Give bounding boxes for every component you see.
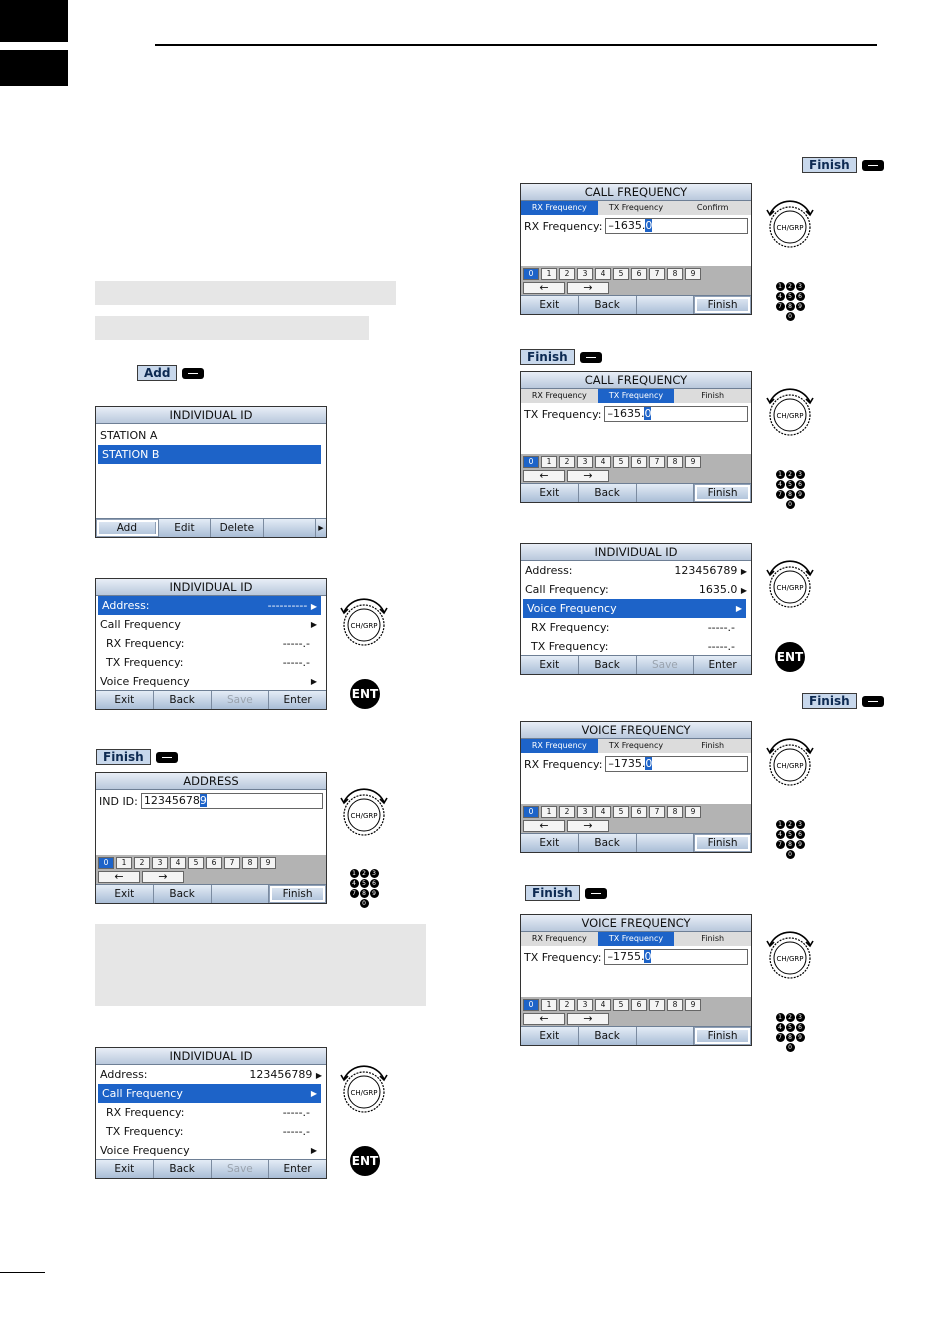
step-confirm: Confirm <box>696 203 729 212</box>
add-button[interactable]: Add <box>96 519 159 537</box>
digit-key[interactable]: 2 <box>559 806 575 818</box>
step-rx: RX Frequency <box>531 934 587 943</box>
digit-key[interactable]: 0 <box>523 806 539 818</box>
left-arrow-key[interactable]: ← <box>523 282 565 294</box>
call-frequency-row[interactable]: Call Frequency ▶ <box>100 618 317 631</box>
rx-frequency-entry: RX Frequency: –1635.0 <box>521 215 751 237</box>
empty-soft-key[interactable] <box>212 885 270 903</box>
empty-soft-key[interactable] <box>264 519 316 537</box>
edit-button[interactable]: Edit <box>159 519 211 537</box>
individual-id-edit-screen-1 <box>95 578 327 710</box>
digit-key[interactable]: 9 <box>685 456 701 468</box>
digit-key[interactable]: 4 <box>595 806 611 818</box>
screen-title: INDIVIDUAL ID <box>96 1048 326 1065</box>
digit-key[interactable]: 9 <box>685 268 701 280</box>
minus-key-icon <box>580 352 602 363</box>
digit-key[interactable]: 1 <box>541 806 557 818</box>
screen-title: ADDRESS <box>96 773 326 790</box>
finish-hint-call-tx <box>520 349 602 365</box>
back-button[interactable]: Back <box>154 885 212 903</box>
digit-key[interactable]: 0 <box>523 456 539 468</box>
soft-key-bar <box>96 1159 326 1178</box>
screen-title: INDIVIDUAL ID <box>521 544 751 561</box>
enter-button[interactable]: Enter <box>283 1163 312 1175</box>
tx-frequency-input[interactable]: –1635.0 <box>604 406 748 422</box>
numeric-keypad <box>521 266 751 296</box>
call-frequency-row[interactable]: Call Frequency: 1635.0 ▶ <box>525 583 747 596</box>
footer-rule <box>0 1272 45 1273</box>
soft-key-bar <box>521 295 751 314</box>
finish-button[interactable]: Finish <box>694 484 751 502</box>
digit-key[interactable]: 4 <box>595 999 611 1011</box>
enter-button[interactable]: Enter <box>708 659 737 671</box>
address-row[interactable]: Address: 123456789 ▶ <box>525 564 747 577</box>
add-hint <box>137 365 204 381</box>
back-button[interactable]: Back <box>579 1027 637 1045</box>
finish-key-label: Finish <box>96 749 151 765</box>
finish-button[interactable]: Finish <box>694 834 751 852</box>
digit-key[interactable]: 2 <box>134 857 150 869</box>
empty-soft-key[interactable] <box>637 296 695 314</box>
call-frequency-row[interactable]: Call Frequency ▶ <box>98 1084 321 1103</box>
delete-button[interactable]: Delete <box>211 519 263 537</box>
digit-key[interactable]: 2 <box>559 268 575 280</box>
ch-grp-dial-icon <box>764 738 816 790</box>
ent-key-icon: ENT <box>775 642 805 672</box>
numeric-keypad <box>521 454 751 484</box>
more-right-icon[interactable]: ▶ <box>318 524 324 532</box>
digit-key[interactable]: 9 <box>685 999 701 1011</box>
digit-key[interactable]: 4 <box>595 456 611 468</box>
digit-key[interactable]: 2 <box>559 456 575 468</box>
exit-button[interactable]: Exit <box>96 1160 154 1178</box>
tx-frequency-row: TX Frequency: -----.- <box>106 1125 310 1138</box>
finish-key-label: Finish <box>802 157 857 173</box>
empty-soft-key[interactable] <box>637 834 695 852</box>
digit-key[interactable]: 6 <box>631 456 647 468</box>
dial-label: CH/GRP <box>776 584 804 592</box>
step-finish: Finish <box>701 391 725 400</box>
right-arrow-key[interactable]: → <box>567 820 609 832</box>
dial-label: CH/GRP <box>350 622 378 630</box>
ch-grp-dial-icon <box>338 788 390 840</box>
digit-key[interactable]: 0 <box>98 857 114 869</box>
step-tx: TX Frequency <box>598 932 675 946</box>
screen-title: VOICE FREQUENCY <box>521 915 751 932</box>
tx-frequency-row: TX Frequency: -----.- <box>531 640 735 653</box>
finish-key-label: Finish <box>802 693 857 709</box>
digit-key[interactable]: 9 <box>260 857 276 869</box>
ch-grp-dial-icon <box>338 598 390 650</box>
exit-button[interactable]: Exit <box>521 296 579 314</box>
soft-key-bar <box>96 690 326 709</box>
digit-key[interactable]: 6 <box>206 857 222 869</box>
tx-frequency-entry: TX Frequency: –1755.0 <box>521 946 751 968</box>
voice-frequency-row[interactable]: Voice Frequency ▶ <box>523 599 746 618</box>
ind-id-input[interactable]: 123456789 <box>141 793 323 809</box>
empty-soft-key[interactable] <box>637 1027 695 1045</box>
digit-key[interactable]: 8 <box>667 268 683 280</box>
ch-grp-dial-icon <box>338 1065 390 1117</box>
dial-label: CH/GRP <box>350 1089 378 1097</box>
right-arrow-key[interactable]: → <box>142 871 184 883</box>
ch-grp-dial-icon <box>764 388 816 440</box>
minus-key-icon <box>862 696 884 707</box>
digit-key[interactable]: 8 <box>667 999 683 1011</box>
soft-key-bar <box>521 483 751 502</box>
finish-hint-address <box>96 749 178 765</box>
digit-key[interactable]: 8 <box>667 806 683 818</box>
digit-key[interactable]: 5 <box>188 857 204 869</box>
step-indicator <box>521 739 751 753</box>
finish-button[interactable]: Finish <box>694 296 751 314</box>
digit-key[interactable]: 2 <box>559 999 575 1011</box>
ind-id-entry: IND ID: 123456789 <box>96 790 326 812</box>
screen-title: CALL FREQUENCY <box>521 372 751 389</box>
numeric-keypad <box>521 997 751 1027</box>
individual-id-edit-screen-2 <box>95 1047 327 1179</box>
screen-title: INDIVIDUAL ID <box>96 407 326 424</box>
exit-button[interactable]: Exit <box>96 885 154 903</box>
finish-key-label: Finish <box>525 885 580 901</box>
finish-hint-call-rx <box>802 157 884 173</box>
voice-frequency-rx-screen <box>520 721 752 853</box>
exit-button[interactable]: Exit <box>521 656 579 674</box>
back-button[interactable]: Back <box>154 691 212 709</box>
voice-frequency-row[interactable]: Voice Frequency ▶ <box>100 675 317 688</box>
digit-key[interactable]: 7 <box>224 857 240 869</box>
digit-key[interactable]: 8 <box>242 857 258 869</box>
left-arrow-key[interactable]: ← <box>523 820 565 832</box>
digit-key[interactable]: 4 <box>170 857 186 869</box>
numeric-keys-icon: 1 2 3 4 5 6 7 8 9 0 <box>775 820 805 860</box>
right-arrow-key[interactable]: → <box>567 470 609 482</box>
back-button[interactable]: Back <box>579 656 637 674</box>
empty-soft-key[interactable] <box>637 484 695 502</box>
minus-key-icon <box>585 888 607 899</box>
digit-key[interactable]: 7 <box>649 999 665 1011</box>
address-row[interactable]: Address: 123456789 ▶ <box>100 1068 322 1081</box>
digit-key[interactable]: 4 <box>595 268 611 280</box>
soft-key-bar <box>96 518 326 537</box>
digit-key[interactable]: 3 <box>577 456 593 468</box>
list-item[interactable]: STATION A <box>100 429 158 442</box>
step-tx: TX Frequency <box>608 203 664 212</box>
tx-frequency-input[interactable]: –1755.0 <box>604 949 748 965</box>
ch-grp-dial-icon <box>764 200 816 252</box>
minus-key-icon <box>156 752 178 763</box>
minus-key-icon <box>182 368 204 379</box>
screen-title: CALL FREQUENCY <box>521 184 751 201</box>
digit-key[interactable]: 5 <box>613 806 629 818</box>
section-tab-top <box>0 0 68 42</box>
digit-key[interactable]: 5 <box>613 268 629 280</box>
call-frequency-rx-screen <box>520 183 752 315</box>
numeric-keypad <box>521 804 751 834</box>
right-arrow-key[interactable]: → <box>567 1013 609 1025</box>
exit-button[interactable]: Exit <box>521 834 579 852</box>
header-rule <box>155 44 877 46</box>
step-rx: RX Frequency <box>531 391 587 400</box>
tx-frequency-row: TX Frequency: -----.- <box>106 656 310 669</box>
voice-frequency-tx-screen <box>520 914 752 1046</box>
numeric-keys-icon: 1 2 3 4 5 6 7 8 9 0 <box>775 282 805 322</box>
digit-key[interactable]: 9 <box>685 806 701 818</box>
enter-button[interactable]: Enter <box>283 694 312 706</box>
digit-key[interactable]: 6 <box>631 268 647 280</box>
rx-frequency-input[interactable]: –1735.0 <box>605 756 748 772</box>
digit-key[interactable]: 7 <box>649 456 665 468</box>
individual-id-list-screen <box>95 406 327 538</box>
digit-key[interactable]: 8 <box>667 456 683 468</box>
section-tab-bottom <box>0 50 68 86</box>
rx-frequency-entry: RX Frequency: –1735.0 <box>521 753 751 775</box>
right-arrow-key[interactable]: → <box>567 282 609 294</box>
step-rx: RX Frequency <box>521 201 598 215</box>
digit-key[interactable]: 1 <box>541 268 557 280</box>
finish-hint-voice-rx <box>802 693 884 709</box>
step-tx: TX Frequency <box>598 389 675 403</box>
numeric-keys-icon: 1 2 3 4 5 6 7 8 9 0 <box>775 1013 805 1053</box>
left-arrow-key[interactable]: ← <box>523 1013 565 1025</box>
soft-key-bar <box>521 1026 751 1045</box>
step-finish: Finish <box>701 934 725 943</box>
address-screen <box>95 772 327 904</box>
digit-key[interactable]: 3 <box>152 857 168 869</box>
ent-key-icon: ENT <box>350 1146 380 1176</box>
rx-frequency-row: RX Frequency: -----.- <box>106 1106 310 1119</box>
left-arrow-key[interactable]: ← <box>523 470 565 482</box>
digit-key[interactable]: 5 <box>613 456 629 468</box>
step-indicator <box>521 932 751 946</box>
dial-label: CH/GRP <box>776 224 804 232</box>
add-key-label: Add <box>137 365 177 381</box>
minus-key-icon <box>862 160 884 171</box>
ch-grp-dial-icon <box>764 931 816 983</box>
dial-label: CH/GRP <box>776 955 804 963</box>
digit-key[interactable]: 3 <box>577 806 593 818</box>
call-frequency-tx-screen <box>520 371 752 503</box>
step-rx: RX Frequency <box>521 739 598 753</box>
digit-key[interactable]: 1 <box>541 456 557 468</box>
list-item-selected[interactable]: STATION B <box>98 445 321 464</box>
note-box <box>95 924 426 1006</box>
rx-frequency-row: RX Frequency: -----.- <box>531 621 735 634</box>
numeric-keys-icon: 1 2 3 4 5 6 7 8 9 0 <box>349 869 379 909</box>
rx-frequency-input[interactable]: –1635.0 <box>605 218 748 234</box>
screen-title: INDIVIDUAL ID <box>96 579 326 596</box>
voice-frequency-row[interactable]: Voice Frequency ▶ <box>100 1144 317 1157</box>
left-arrow-key[interactable]: ← <box>98 871 140 883</box>
digit-key[interactable]: 7 <box>649 268 665 280</box>
soft-key-bar <box>96 884 326 903</box>
save-button[interactable]: Save <box>637 656 695 674</box>
digit-key[interactable]: 1 <box>541 999 557 1011</box>
digit-key[interactable]: 3 <box>577 268 593 280</box>
step-finish: Finish <box>701 741 725 750</box>
step-indicator <box>521 389 751 403</box>
dial-label: CH/GRP <box>350 812 378 820</box>
numeric-keys-icon: 1 2 3 4 5 6 7 8 9 0 <box>775 470 805 510</box>
exit-button[interactable]: Exit <box>96 691 154 709</box>
back-button[interactable]: Back <box>579 834 637 852</box>
digit-key[interactable]: 7 <box>649 806 665 818</box>
ch-grp-dial-icon <box>764 560 816 612</box>
step-indicator <box>521 201 751 215</box>
soft-key-bar <box>521 833 751 852</box>
ent-key-icon: ENT <box>350 679 380 709</box>
back-button[interactable]: Back <box>579 484 637 502</box>
numeric-keypad <box>96 855 326 885</box>
digit-key[interactable]: 6 <box>631 806 647 818</box>
individual-id-edit-screen-3 <box>520 543 752 675</box>
digit-key[interactable]: 0 <box>523 268 539 280</box>
digit-key[interactable]: 0 <box>523 999 539 1011</box>
digit-key[interactable]: 5 <box>613 999 629 1011</box>
finish-button[interactable]: Finish <box>269 885 326 903</box>
digit-key[interactable]: 6 <box>631 999 647 1011</box>
save-button[interactable]: Save <box>212 1160 270 1178</box>
exit-button[interactable]: Exit <box>521 484 579 502</box>
save-button[interactable]: Save <box>212 691 270 709</box>
dial-label: CH/GRP <box>776 762 804 770</box>
finish-key-label: Finish <box>520 349 575 365</box>
digit-key[interactable]: 3 <box>577 999 593 1011</box>
step-tx: TX Frequency <box>608 741 664 750</box>
screen-title: VOICE FREQUENCY <box>521 722 751 739</box>
digit-key[interactable]: 1 <box>116 857 132 869</box>
placeholder-bar-2 <box>95 316 369 340</box>
soft-key-bar <box>521 655 751 674</box>
exit-button[interactable]: Exit <box>521 1027 579 1045</box>
rx-frequency-row: RX Frequency: -----.- <box>106 637 310 650</box>
address-row[interactable]: Address: ---------- ▶ <box>98 596 321 615</box>
finish-hint-voice-tx <box>525 885 607 901</box>
tx-frequency-entry: TX Frequency: –1635.0 <box>521 403 751 425</box>
back-button[interactable]: Back <box>154 1160 212 1178</box>
dial-label: CH/GRP <box>776 412 804 420</box>
placeholder-bar-1 <box>95 281 396 305</box>
finish-button[interactable]: Finish <box>694 1027 751 1045</box>
back-button[interactable]: Back <box>579 296 637 314</box>
